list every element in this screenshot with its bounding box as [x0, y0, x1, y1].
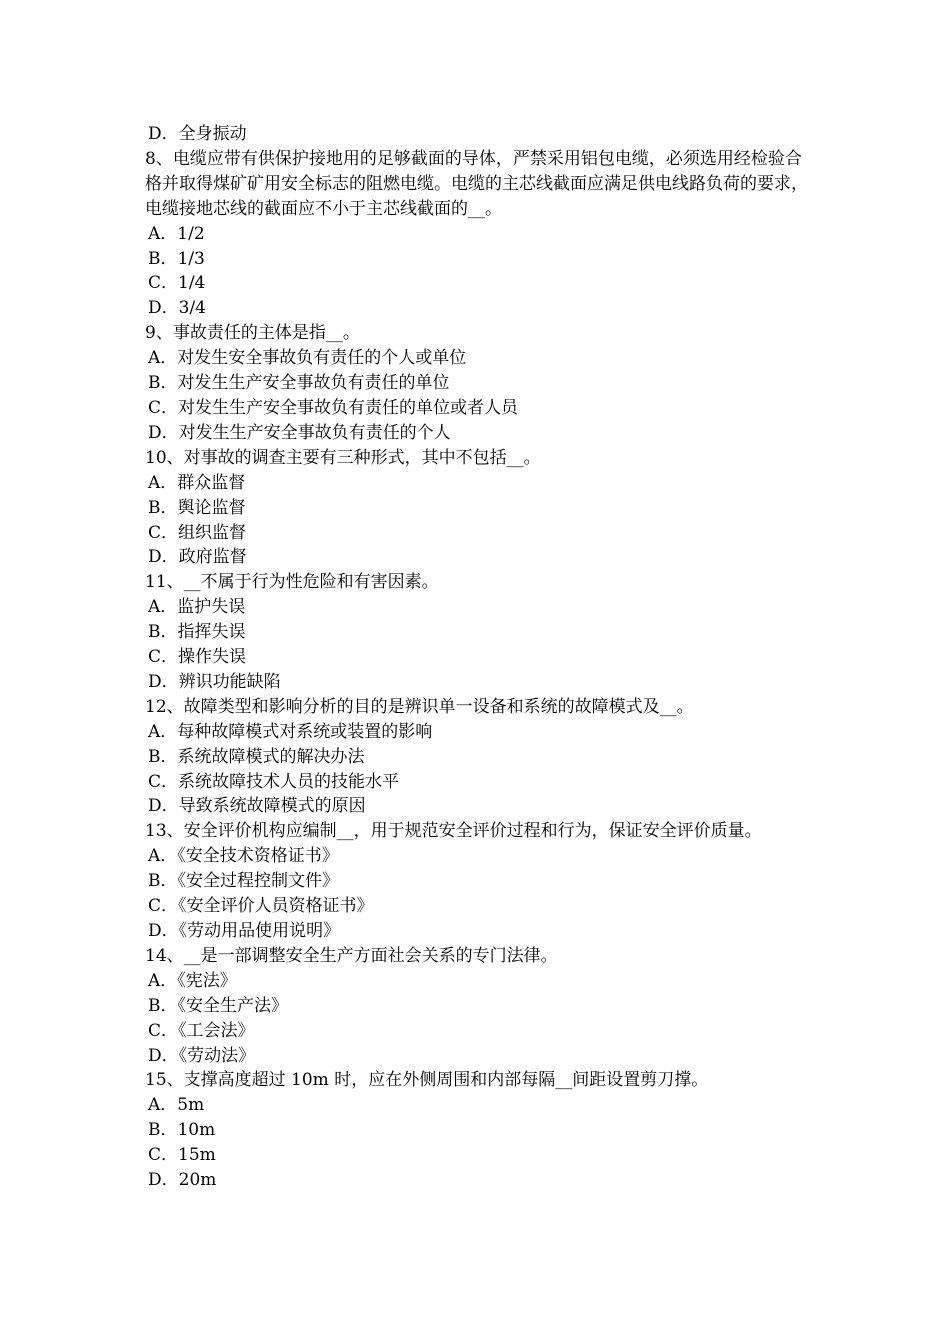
option-b: B．系统故障模式的解决办法 — [148, 746, 365, 767]
document-page — [145, 122, 810, 1193]
option-d: D．3/4 — [148, 298, 206, 319]
option-a: A．每种故障模式对系统或装置的影响 — [148, 721, 433, 742]
question-9 — [145, 321, 810, 446]
lead-option: D．全身振动 — [148, 124, 247, 144]
option-c: C．对发生生产安全事故负有责任的单位或者人员 — [148, 397, 519, 418]
option-b: B．《安全过程控制文件》 — [148, 871, 339, 892]
question-13 — [145, 819, 810, 944]
option-d: D．对发生生产安全事故负有责任的个人 — [148, 422, 451, 443]
question-11 — [145, 570, 810, 695]
question-stem: 13、安全评价机构应编制__，用于规范安全评价过程和行为，保证安全评价质量。 — [145, 821, 762, 842]
option-b: B．指挥失误 — [148, 622, 246, 643]
question-8 — [145, 147, 810, 321]
question-stem: 8、电缆应带有供保护接地用的足够截面的导体，严禁采用铝包电缆，必须选用经检验合格并取得煤矿矿用安全标志的阻燃电缆。电缆的主芯线截面应满足供电线路负荷的要求，电缆接地芯线的截面应不小于主芯线截面的__。 — [145, 148, 808, 219]
option-c: C．15m — [148, 1145, 216, 1166]
question-stem: 15、支撑高度超过 10m 时，应在外侧周围和内部每隔__间距设置剪刀撑。 — [145, 1070, 709, 1091]
question-14 — [145, 944, 810, 1069]
option-b: B．舆论监督 — [148, 497, 246, 518]
option-c: C．系统故障技术人员的技能水平 — [148, 771, 400, 792]
question-15 — [145, 1068, 810, 1193]
option-c: C．《工会法》 — [148, 1020, 255, 1041]
question-stem: 9、事故责任的主体是指__。 — [145, 323, 360, 344]
option-d: D．20m — [148, 1170, 217, 1191]
option-b: B．10m — [148, 1120, 216, 1141]
option-d: D．辨识功能缺陷 — [148, 671, 281, 692]
option-b: B．对发生生产安全事故负有责任的单位 — [148, 373, 450, 394]
question-stem: 14、__是一部调整安全生产方面社会关系的专门法律。 — [145, 945, 558, 966]
option-a: A．群众监督 — [148, 472, 246, 493]
option-c: C．操作失误 — [148, 647, 247, 668]
option-a: A．对发生安全事故负有责任的个人或单位 — [148, 348, 467, 369]
option-c: C．《安全评价人员资格证书》 — [148, 896, 374, 917]
question-12 — [145, 695, 810, 820]
question-10 — [145, 446, 810, 571]
question-stem: 11、__不属于行为性危险和有害因素。 — [145, 572, 439, 593]
option-d: D．《劳动法》 — [148, 1045, 256, 1066]
question-stem: 12、故障类型和影响分析的目的是辨识单一设备和系统的故障模式及__。 — [145, 696, 694, 717]
option-b: B．《安全生产法》 — [148, 995, 288, 1016]
option-a: A．《安全技术资格证书》 — [148, 846, 339, 867]
option-d: D．导致系统故障模式的原因 — [148, 796, 366, 817]
option-d: D．《劳动用品使用说明》 — [148, 921, 341, 941]
question-stem: 10、对事故的调查主要有三种形式，其中不包括__。 — [145, 447, 541, 468]
option-b: B．1/3 — [148, 248, 205, 269]
option-a: A．《宪法》 — [148, 970, 237, 991]
option-a: A．监护失误 — [148, 597, 246, 618]
option-d: D．政府监督 — [148, 547, 247, 568]
option-c: C．组织监督 — [148, 522, 247, 543]
option-a: A．5m — [148, 1095, 205, 1116]
option-c: C．1/4 — [148, 273, 206, 294]
option-a: A．1/2 — [148, 223, 205, 244]
